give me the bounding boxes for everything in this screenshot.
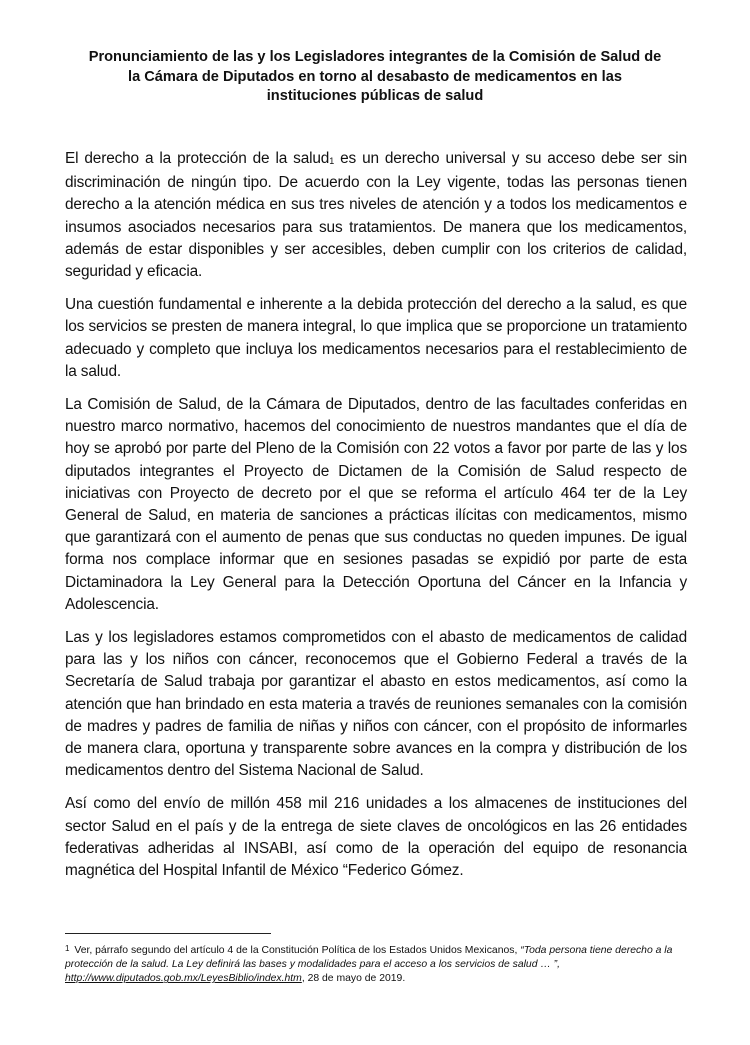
footnote-reference: 1: [329, 156, 335, 166]
paragraph-health-commission: La Comisión de Salud, de la Cámara de Diputados, dentro de las facultades conferidas en nuestro marco normativo, hacemos del conocimiento de nuestros mandantes que el día de hoy se aprobó por parte del Pleno de la Comisión con 22 votos a favor por parte de las y los diputados integrantes el Proyecto de Dictamen de la Comisión de Salud respecto de iniciativas con Proyecto de decreto por el que se reforma el artículo 464 ter de la Ley General de Salud, en materia de sanciones a prácticas ilícitas con medicamentos, mismo que garantizará con el aumento de penas que sus conductas no queden impunes. De igual forma nos complace informar que en sesiones pasadas se expidió por parte de esta Dictaminadora la Ley General para la Detección Oportuna del Cáncer en la Infancia y Adolescencia.: [65, 396, 687, 613]
footnote-marker: 1: [65, 944, 70, 953]
paragraph-integral-services: Una cuestión fundamental e inherente a la debida protección del derecho a la salud, es que los servicios se presten de manera integral, lo que implica que se proporcione un tratamiento adecuado y completo que incluya los medicamentos necesarios para el restablecimiento de la salud.: [65, 296, 687, 380]
document-title: [60, 48, 690, 107]
title-line: instituciones públicas de salud: [266, 88, 484, 104]
footnote-divider: [65, 933, 271, 934]
paragraph-text: El derecho a la protección de la salud: [65, 150, 330, 167]
paragraph-text: es un derecho universal y su acceso debe ser sin discriminación de ningún tipo. De acuerdo con la Ley vigente, todas las personas tienen derecho a la atención médica en sus tres niveles de atención y a todos los medicamentos e insumos asociados necesarios para sus tratamientos. De manera que los medicamentos, además de estar disponibles y ser accesibles, deben cumplir con los criterios de calidad, seguridad y eficacia.: [65, 150, 687, 281]
footnote: [65, 942, 687, 987]
footnote-quote: “Toda persona tiene derecho a la protección de la salud. La Ley definirá las bases y modalidades para el acceso a los servicios de salud … ”,: [65, 945, 673, 971]
paragraph-right-to-health: [65, 148, 687, 283]
title-line: Pronunciamiento de las y los Legisladores integrantes de la Comisión de Salud de: [88, 49, 662, 65]
paragraph-legislators-commitment: Las y los legisladores estamos comprometidos con el abasto de medicamentos de calidad para las y los niños con cáncer, reconocemos que el Gobierno Federal a través de la Secretaría de Salud trabaja por garantizar el abasto en estos medicamentos, así como la atención que han brindado en esta materia a través de reuniones semanales con la comisión de madres y padres de familia de niñas y niños con cáncer, con el propósito de informarles de manera clara, oportuna y transparente sobre avances en la compra y distribución de los medicamentos dentro del Sistema Nacional de Salud.: [65, 629, 687, 780]
footnote-lead: Ver, párrafo segundo del artículo 4 de la Constitución Política de los Estados Unidos Mexicanos,: [71, 945, 521, 956]
document-body: [65, 148, 687, 893]
footnote-date: , 28 de mayo de 2019.: [301, 973, 406, 985]
paragraph-medicine-shipments: Así como del envío de millón 458 mil 216 unidades a los almacenes de instituciones del sector Salud en el país y de la entrega de siete claves de oncológicos en las 26 entidades federativas adheridas al INSABI, así como de la operación del equipo de resonancia magnética del Hospital Infantil de México “Federico Gómez.: [65, 795, 687, 880]
footnote-link[interactable]: http://www.diputados.gob.mx/LeyesBiblio/index.htm: [65, 973, 302, 985]
title-line: la Cámara de Diputados en torno al desabasto de medicamentos en las: [128, 68, 622, 85]
